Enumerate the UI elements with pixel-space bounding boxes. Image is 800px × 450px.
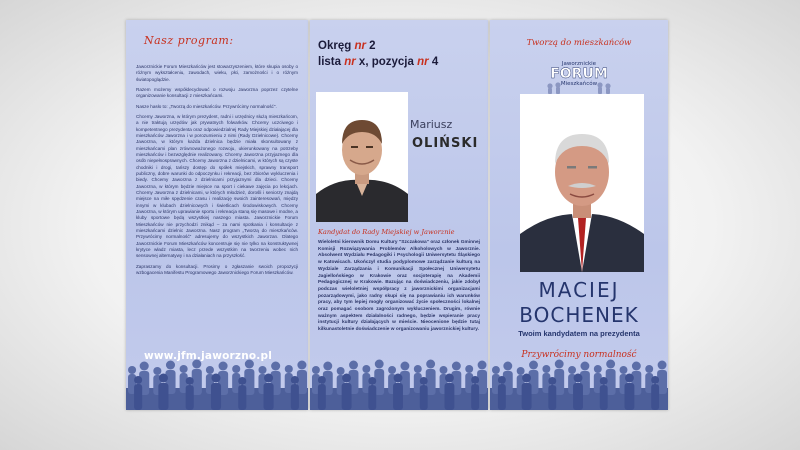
list-label: lista: [318, 56, 342, 68]
program-paragraph: Jaworznickie Forum Mieszkańców jest stowarzyszeniem, które skupia osoby o różnym wykształceniu, zawodach, wieku, płci, zamożności i o różnym światopoglądzie.: [136, 64, 298, 82]
crowd-silhouette: [490, 348, 668, 410]
candidate-last-name: OLIŃSKI: [412, 136, 479, 151]
district-number: 2: [369, 40, 376, 52]
crowd-silhouette: [126, 348, 308, 410]
mayor-candidate-panel: [490, 20, 668, 410]
program-panel: [126, 20, 308, 410]
district-label: Okręg: [318, 40, 352, 52]
program-paragraph: Chcemy Jaworzna, w którym prezydent, radni i urzędnicy służą mieszkańcom, a nie traktują urzędów jak prywatnych folwarków. Chcemy uczciwego i kompetentnego prezydenta oraz odpowiedzialnej Rady Miejskiej działającej dla mieszkańców Jaworzna i w porozumieniu z nimi (Rady Dzielnicowe). Chcemy Jaworzna, w którym każda dzielnica będzie miała skonsultowany z mieszkańcami plan zrównoważonego rozwoju, ukierunkowany na potrzeby mieszkańców i bezwzględnie realizowany. Chcemy Jaworzna przyjaznego dla osób niepełnosprawnych. Chcemy Jaworzna z dzielnicami, w których są czyste chodniki i drogi, tańszy dostęp do spółek miejskich, sprawny transport publiczny, dobre warunki do odpoczynku i rekreacji, bez zbiorów wykluczenia i biedy. Chcemy Jaworzna z dzielnicami przyjaznymi dla dzieci. Chcemy Jaworzna, w którym będzie miejsce na sport i ciekawe zajęcia po lekcjach. Chcemy Jaworzna z dzielnicami, w których młodzież, dorośli i seniorzy znajdą miejsce na miłe spędzenie czasu i realizację swoich zainteresowań, między innymi w klubach dzielnicowych i świetlicach środowiskowych. Chcemy Jaworzna, w którym uprawianie sportu i rekreacja staną się masowe i modne, a kluby sportowe będą wszystkiej naszego miasta. Jaworznickie Forum Mieszkańców nie przychodzi znikąd – za nami spotkania i konsultacje z mieszkańcami dzielnic Jaworzna. Nasz program „Tworzą do mieszkańców. Przywrócimy normalność" adresujemy do wszystkich Jaworzan. Dlatego Jaworznickie Forum Mieszkańców koncentruje się nie tylko na konstruktywnej krytyce władz miasta, lecz przede wszystkim na tworzeniu wobec nich sensownej alternatywy i na działaniach na przyszłość.: [136, 113, 298, 259]
logo-bottom-text: Mieszkańców: [560, 81, 598, 87]
list-nr-label: nr: [344, 56, 356, 68]
candidate-council-panel: [310, 20, 488, 410]
slogan-bottom: Przywrócimy normalność: [521, 350, 637, 360]
logo-main-text: FORUM: [550, 66, 608, 82]
program-paragraph: Nasze hasło to: „Tworzą do mieszkańców. Przywrócimy normalność".: [136, 103, 277, 109]
program-text: [136, 64, 298, 280]
nr-label: nr: [354, 40, 366, 52]
mayor-first-name: MACIEJ: [538, 278, 620, 302]
crowd-silhouette: [310, 348, 488, 410]
program-paragraph: Razem możemy współdecydować o rozwoju Jaworzna poprzez czytelne organizowanie konsultacji z mieszkańcami.: [136, 86, 298, 99]
forum-logo: [542, 58, 616, 94]
position-number: 4: [431, 56, 439, 68]
program-paragraph: Zapraszamy do konsultacji. Prosimy o zgłaszanie swoich propozycji wzbogacenia Manifestu Programowego Jaworznickiego Forum Mieszkańców.: [136, 263, 298, 275]
candidate-first-name: Mariusz: [410, 118, 453, 131]
list-line: [318, 56, 438, 68]
website-link[interactable]: www.jfm.jaworzno.pl: [144, 350, 272, 362]
list-value: x: [358, 56, 366, 68]
mayor-last-name: BOCHENEK: [519, 303, 639, 327]
logo-top-text: Jaworznickie: [561, 61, 597, 67]
position-nr-label: nr: [417, 56, 429, 68]
district-line: [318, 40, 376, 52]
program-heading: Nasz program:: [144, 34, 234, 47]
position-label: , pozycja: [365, 56, 414, 68]
slogan-top: Tworzą do mieszkańców: [526, 38, 632, 48]
mayor-candidate-photo: [520, 94, 644, 272]
mayor-tagline: Twoim kandydatem na prezydenta: [518, 329, 640, 338]
candidacy-label: Kandydat do Rady Miejskiej w Jaworznie: [318, 228, 455, 236]
candidate-bio: Wieloletni kierownik Domu Kultury "Szczakowa" oraz członek Gminnej Komisji Rozwiązywania Problemów Alkoholowych w Jaworznie. Absolwent Wydziału Pedagogiki i Psychologii Uniwersytetu Śląskiego w Katowicach. Ukończył studia podyplomowe zarządzanie kulturą na Wydziale Zarządzania i Komunikacji Społecznej Uniwersytetu Jagiellońskiego w Krakowie oraz socjoterapię na Akademii Pedagogicznej w Krakowie. Bazując na doświadczeniu, jakie zdobył podczas wieloletniej współpracy z jaworznickimi organizacjami pozarządowymi, jako radny skupi się na poprawianiu ich warunków pracy, aby tym lepiej mogły organizować życie społeczności lokalnej oraz pomagać osobom zagrożonym wykluczeniem. Drugim, równie ważnym aspektem działalności radnego, będzie wspieranie pracy instytucji kultury działających w mieście. Nieocenione będzie tutaj kilkunastoletnie doświadczenie w organizowaniu jaworznickiej kultury.: [318, 240, 480, 333]
candidate-photo: [316, 92, 408, 222]
